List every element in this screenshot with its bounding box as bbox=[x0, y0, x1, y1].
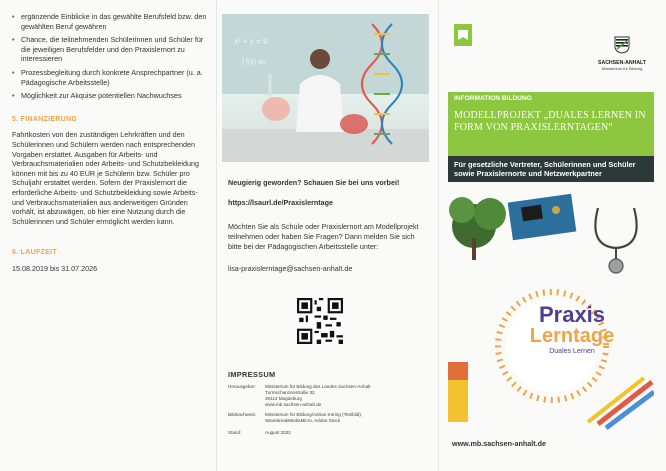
contact-question: Möchten Sie als Schule oder Praxislernort am Modellprojekt teilnehmen oder haben Sie Fragen? Dann melden Sie sich bitte bei der Pädagogischen Arbeitsstelle unter: bbox=[228, 222, 419, 251]
logo-subtitle: Duales Lernen bbox=[549, 348, 595, 355]
finanzierung-text: Fahrtkosten von den zuständigen Lehrkräften und den Schülerinnen und Schülern werden nach entsprechenden Vorgaben erstattet. Ausgaben für Arbeits- und Verbrauchsmaterialien oder Arbeits- und Schutzbekleidung können mit bis zu 40 EUR je Schülerin bzw. Schüler pro Schuljahr erstattet werden. Sofern der Praxislernort die erforderliche Arbeits- und Schutzbekleidung sowie Arbeits- und Verbrauchsmaterialien aus anderweitigen Gründen vorhält, ist abzuwägen, ob hier eine Nutzung durch die Schülerinnen und Schüler ermöglicht werden kann. bbox=[12, 130, 199, 226]
section-heading-laufzeit: 6. LAUFZEIT bbox=[12, 249, 57, 257]
left-panel bbox=[12, 12, 208, 273]
section-heading-finanzierung: 5. FINANZIERUNG bbox=[12, 115, 78, 123]
impressum-key: Stand: bbox=[228, 430, 242, 435]
contact-email[interactable]: lisa-praxislerntage@sachsen-anhalt.de bbox=[228, 264, 353, 273]
impressum-value: Ministerium für Bildung des Landes Sachsen-Anhalt Turmschanzenstraße 32 39114 Magdeburg www.mb.sachsen-anhalt.de bbox=[265, 384, 371, 407]
list-item: • ergänzende Einblicke in das gewählte Berufsfeld bzw. den gewählten Beruf gewähren bbox=[12, 12, 208, 31]
list-item: • Prozessbegleitung durch konkrete Ansprechpartner (u. a. Pädagogische Arbeitsstelle) bbox=[12, 68, 208, 87]
fold-line bbox=[438, 0, 439, 471]
info-label: INFORMATION BILDUNG bbox=[448, 92, 654, 106]
impressum-key: Herausgeber: bbox=[228, 384, 256, 389]
project-url[interactable]: https://lsaurl.de/Praxislerntage bbox=[228, 198, 334, 207]
svg-text:x² + y = 9: x² + y = 9 bbox=[234, 37, 268, 46]
list-item: • Chance, die teilnehmenden Schülerinnen und Schüler für die jeweiligen Berufsfelder und den Praxislernort zu interessieren bbox=[12, 35, 208, 64]
cta-heading: Neugierig geworden? Schauen Sie bei uns vorbei! bbox=[228, 178, 400, 187]
lab-photo bbox=[222, 14, 429, 162]
fold-line bbox=[216, 0, 217, 471]
benefits-list bbox=[12, 12, 208, 101]
state-logo bbox=[592, 36, 652, 74]
main-title: MODELLPROJEKT „DUALES LERNEN IN FORM VON PRAXISLERNTAGEN“ bbox=[448, 106, 654, 164]
svg-text:∫ f(x) dx: ∫ f(x) dx bbox=[242, 59, 266, 66]
impressum-key: Bildnachweis: bbox=[228, 412, 257, 417]
praxis-lerntage-logo bbox=[508, 304, 636, 355]
coat-of-arms-icon bbox=[614, 36, 630, 54]
impressum-value: August 2022 bbox=[265, 430, 291, 435]
logo-word-lerntage: Lerntage bbox=[529, 325, 615, 347]
ministry-name: Ministerium für Bildung bbox=[601, 66, 643, 71]
audience-bar: Für gesetzliche Vertreter, Schülerinnen und Schüler sowie Praxislernorte und Netzwerkpartner bbox=[448, 156, 654, 182]
website-link[interactable]: www.mb.sachsen-anhalt.de bbox=[452, 439, 546, 448]
impressum-title: IMPRESSUM bbox=[228, 370, 276, 379]
lab-illustration bbox=[222, 14, 429, 162]
list-item: • Möglichkeit zur Akquise potentiellen Nachwuchses bbox=[12, 91, 208, 101]
laufzeit-text: 15.08.2019 bis 31.07.2026 bbox=[12, 263, 98, 273]
impressum-value: Ministerium für Bildung/Adrian Köring (Titelbild); WavebreakMediaMicro, Adobe Stock bbox=[265, 412, 363, 423]
qr-code[interactable] bbox=[297, 298, 343, 344]
book-icon bbox=[452, 22, 474, 48]
state-name: SACHSEN-ANHALT bbox=[597, 60, 647, 66]
logo-word-praxis: Praxis bbox=[538, 302, 606, 327]
